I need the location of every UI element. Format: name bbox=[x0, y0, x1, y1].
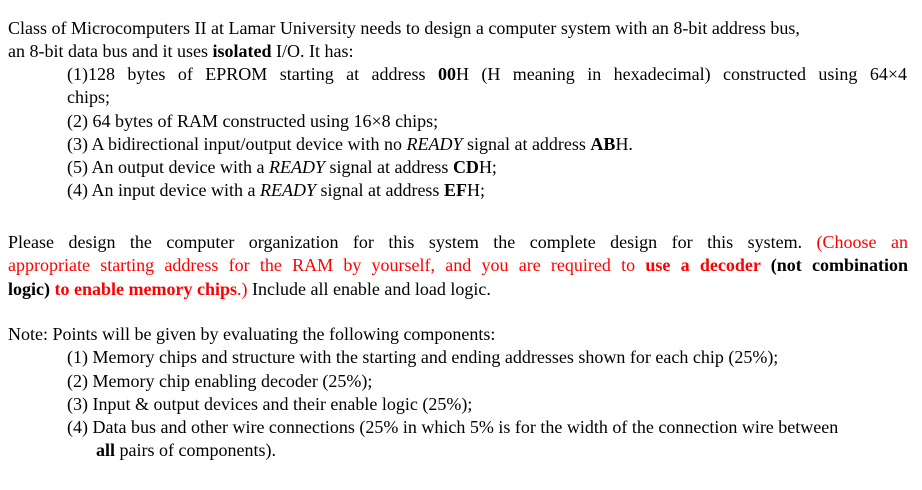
use-decoder-text: use a decoder bbox=[645, 255, 761, 275]
ready-signal-text: READY bbox=[268, 157, 325, 177]
note-item-2 bbox=[67, 370, 372, 393]
note-item-1-text: (1) Memory chips and structure with the starting and ending addresses shown for each chip (25%); bbox=[67, 347, 779, 367]
item-io-text-a: (3) A bidirectional input/output device with no bbox=[67, 134, 407, 154]
note-item-3 bbox=[67, 393, 472, 416]
note-item-4 bbox=[67, 416, 838, 439]
note-item-4-text-b: pairs of components). bbox=[115, 440, 276, 460]
io-address: AB bbox=[590, 134, 616, 154]
item-output-text-c: signal at address bbox=[324, 157, 453, 177]
item-input-text-c: signal at address bbox=[315, 180, 444, 200]
intro-line-2 bbox=[8, 40, 353, 63]
output-address: CD bbox=[452, 157, 479, 177]
design-red-text-2a: appropriate starting address for the RAM by yourself, and you are required to bbox=[8, 255, 646, 275]
design-red-text-1b: (Choose an bbox=[816, 232, 908, 252]
intro-line-1 bbox=[8, 17, 800, 40]
intro-text-1: Class of Microcomputers II at Lamar University needs to design a computer system with an 8-bit address bus, bbox=[8, 18, 800, 38]
isolated-keyword: isolated bbox=[212, 41, 272, 61]
item-eprom bbox=[67, 63, 907, 86]
item-ram-text: (2) 64 bytes of RAM constructed using 16×8 chips; bbox=[67, 111, 439, 131]
note-item-4-text: (4) Data bus and other wire connections (25% in which 5% is for the width of the connection wire between bbox=[67, 417, 839, 437]
ready-signal-text: READY bbox=[406, 134, 463, 154]
item-eprom-cont bbox=[67, 86, 110, 109]
item-input-text-e: H; bbox=[466, 180, 485, 200]
item-output-device bbox=[67, 156, 497, 179]
input-address: EF bbox=[443, 180, 467, 200]
item-io-text-c: signal at address bbox=[462, 134, 591, 154]
note-item-4-cont bbox=[96, 439, 276, 462]
item-output-text-a: (5) An output device with a bbox=[67, 157, 269, 177]
item-input-device bbox=[67, 179, 485, 202]
note-title-text: Note: Points will be given by evaluating the following components: bbox=[8, 324, 496, 344]
design-red-text-3c: .) bbox=[236, 279, 248, 299]
note-item-1 bbox=[67, 346, 778, 369]
design-text-1a: Please design the computer organization for this system the complete design for this system. bbox=[8, 232, 817, 252]
design-line-2 bbox=[8, 254, 908, 277]
note-item-2-text: (2) Memory chip enabling decoder (25%); bbox=[67, 371, 373, 391]
not-combination-text: (not combination bbox=[760, 255, 908, 275]
logic-text: logic) bbox=[8, 279, 50, 299]
all-keyword: all bbox=[96, 440, 116, 460]
ready-signal-text: READY bbox=[259, 180, 316, 200]
item-eprom-text-d: chips; bbox=[67, 87, 110, 107]
item-eprom-text-a: (1)128 bytes of EPROM starting at address bbox=[67, 64, 438, 84]
design-text-3d: Include all enable and load logic. bbox=[247, 279, 491, 299]
item-eprom-text-c: H (H meaning in hexadecimal) constructed using 64×4 bbox=[455, 64, 907, 84]
item-io-text-e: H. bbox=[615, 134, 633, 154]
design-line-3 bbox=[8, 278, 491, 301]
design-line-1 bbox=[8, 231, 908, 254]
item-output-text-e: H; bbox=[478, 157, 497, 177]
item-input-text-a: (4) An input device with a bbox=[67, 180, 260, 200]
note-item-3-text: (3) Input & output devices and their enable logic (25%); bbox=[67, 394, 473, 414]
intro-text-2c: I/O. It has: bbox=[271, 41, 354, 61]
item-bidirectional-io bbox=[67, 133, 633, 156]
enable-memory-chips-text: to enable memory chips bbox=[50, 279, 237, 299]
item-ram bbox=[67, 110, 438, 133]
intro-text-2a: an 8-bit data bus and it uses bbox=[8, 41, 213, 61]
note-title bbox=[8, 323, 495, 346]
eprom-address: 00 bbox=[437, 64, 456, 84]
